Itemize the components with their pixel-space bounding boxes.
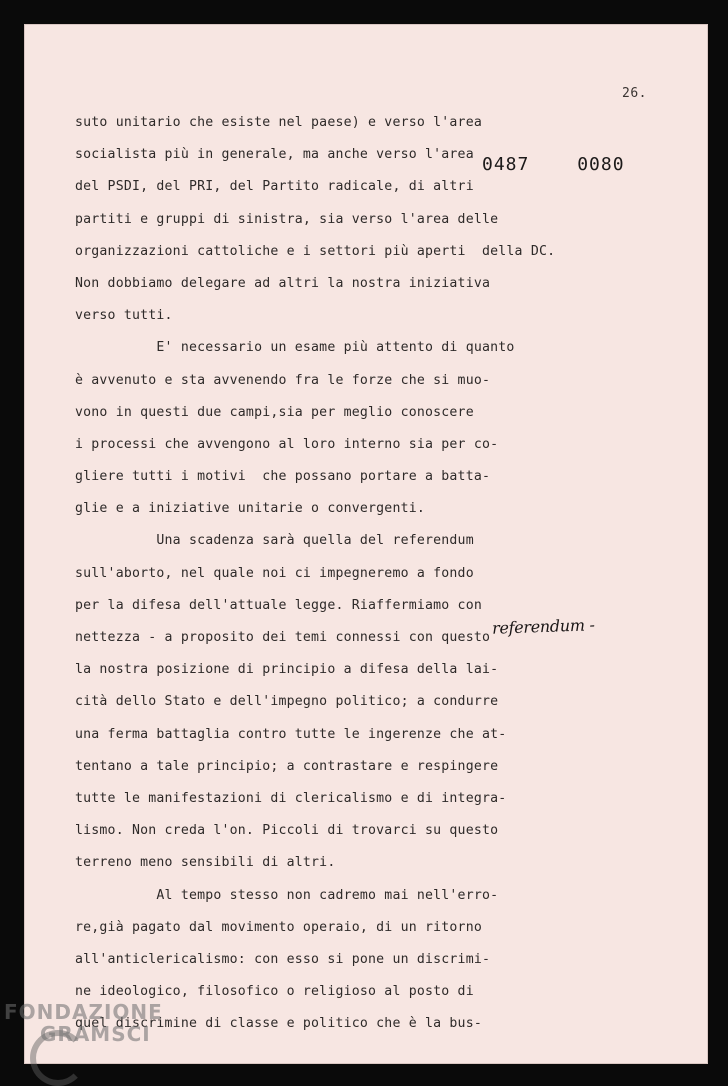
watermark-line2: GRAMSCI bbox=[40, 1022, 151, 1046]
text-line: per la difesa dell'attuale legge. Riaffermiamo con bbox=[75, 597, 482, 613]
text-line: tutte le manifestazioni di clericalismo e di integra- bbox=[75, 790, 507, 806]
text-line: è avvenuto e sta avvenendo fra le forze che si muo- bbox=[75, 372, 491, 388]
text-line: Una scadenza sarà quella del referendum bbox=[75, 533, 474, 549]
watermark bbox=[4, 1000, 163, 1046]
text-line: glie e a iniziative unitarie o convergenti. bbox=[75, 501, 426, 517]
text-line: organizzazioni cattoliche e i settori più aperti della DC. bbox=[75, 243, 556, 259]
text-line: del PSDI, del PRI, del Partito radicale, di altri bbox=[75, 179, 474, 195]
text-line: lismo. Non creda l'on. Piccoli di trovarci su questo bbox=[75, 823, 499, 839]
text-line: Non dobbiamo delegare ad altri la nostra iniziativa bbox=[75, 275, 491, 291]
text-line: re,già pagato dal movimento operaio, di un ritorno bbox=[75, 919, 482, 935]
watermark-line1: FONDAZIONE bbox=[4, 1000, 163, 1024]
text-line: ne ideologico, filosofico o religioso al posto di bbox=[75, 984, 474, 1000]
text-line: nettezza - a proposito dei temi connessi con questo bbox=[75, 630, 491, 645]
text-line: Al tempo stesso non cadremo mai nell'erro- bbox=[75, 887, 499, 903]
text-line: tentano a tale principio; a contrastare e respingere bbox=[75, 758, 499, 774]
text-line: una ferma battaglia contro tutte le ingerenze che at- bbox=[75, 726, 507, 742]
text-line: all'anticlericalismo: con esso si pone un discrimi- bbox=[75, 951, 491, 967]
text-line: terreno meno sensibili di altri. bbox=[75, 855, 336, 871]
text-line: partiti e gruppi di sinistra, sia verso l'area delle bbox=[75, 211, 499, 227]
text-line: suto unitario che esiste nel paese) e verso l'area bbox=[75, 115, 482, 130]
text-line: cità dello Stato e dell'impegno politico; a condurre bbox=[75, 694, 499, 710]
typed-text-body bbox=[75, 112, 595, 1045]
text-line: gliere tutti i motivi che possano portare a batta- bbox=[75, 469, 491, 485]
text-line: E' necessario un esame più attento di quanto bbox=[75, 340, 515, 356]
text-line: i processi che avvengono al loro interno sia per co- bbox=[75, 436, 499, 452]
page-number: 26. bbox=[622, 86, 647, 101]
text-line: socialista più in generale, ma anche verso l'area bbox=[75, 147, 474, 163]
text-line: vono in questi due campi,sia per meglio conoscere bbox=[75, 404, 474, 420]
stamp-right-number: 0080 bbox=[577, 154, 625, 175]
text-line: sull'aborto, nel quale noi ci impegneremo a fondo bbox=[75, 565, 474, 581]
handwritten-annotation: referendum - bbox=[491, 615, 595, 638]
text-line: quel discrimine di classe e politico che è la bus- bbox=[75, 1016, 482, 1032]
text-line: verso tutti. bbox=[75, 308, 173, 324]
text-line: la nostra posizione di principio a difesa della lai- bbox=[75, 662, 499, 678]
stamp-left-number: 0487 bbox=[482, 154, 530, 175]
